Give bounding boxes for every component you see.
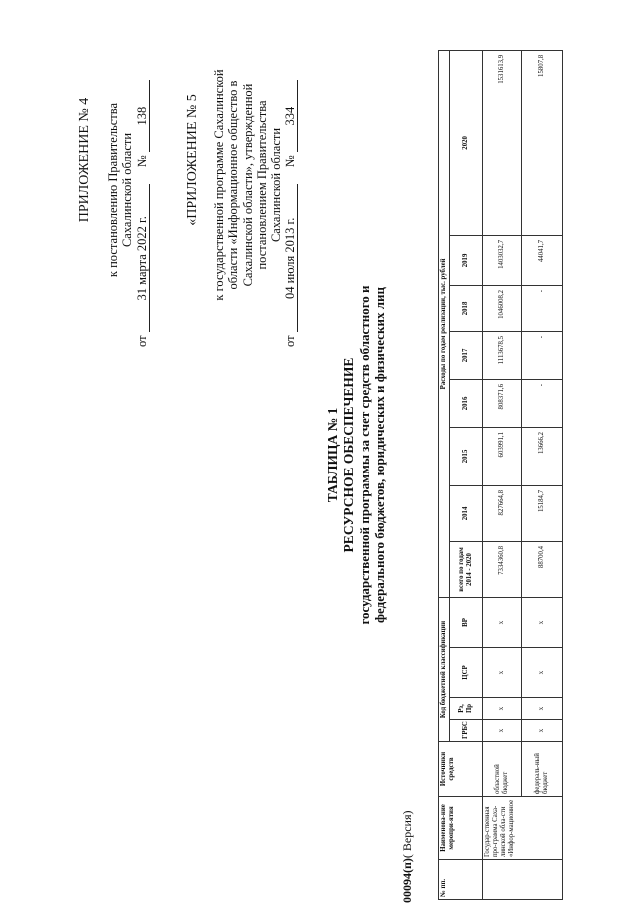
cell-num: [483, 860, 563, 900]
appendix5-num-label: №: [283, 155, 298, 168]
table-row: [483, 50, 522, 899]
appendix5-line3: Сахалинской области», утвержденной: [240, 83, 255, 287]
header-year-2019: 2019: [450, 235, 483, 285]
appendix5-date: 04 июля 2013 г.: [283, 184, 298, 332]
cell-2020: 15807,8: [522, 50, 563, 235]
document-code-version: ( Версия): [400, 810, 414, 859]
cell-rzpr: x: [483, 698, 522, 720]
header-year-2015: 2015: [450, 427, 483, 485]
appendix4-line2: Сахалинской области: [120, 132, 135, 248]
cell-vr: x: [483, 597, 522, 647]
header-csr: ЦСР: [450, 648, 483, 698]
header-expenses: Расходы по годам реализации, тыс. рублей: [439, 50, 450, 597]
cell-total: 7334360,8: [483, 541, 522, 597]
document-code: [400, 811, 415, 904]
cell-total: 88700,4: [522, 541, 563, 597]
cell-source: областной бюджет: [483, 742, 522, 797]
header-grbs: ГРБС: [450, 720, 483, 742]
cell-2020: 1531613,9: [483, 50, 522, 235]
document-code-number: 00094(п): [400, 858, 414, 903]
cell-2018: -: [522, 285, 563, 331]
appendix5-line1: к государственной программе Сахалинской: [212, 69, 227, 301]
header-year-2014: 2014: [450, 485, 483, 541]
cell-2019: 44041,7: [522, 235, 563, 285]
appendix4-line1: к постановлению Правительства: [106, 102, 121, 278]
cell-2017: 1113678,5: [483, 331, 522, 379]
cell-2019: 1403032,7: [483, 235, 522, 285]
appendix5-block: [186, 15, 298, 345]
appendix5-line5: Сахалинской области: [269, 127, 284, 243]
cell-2014: 827664,8: [483, 485, 522, 541]
resource-table-wrap: [438, 51, 563, 900]
cell-2016: 808371,6: [483, 379, 522, 427]
table-row: [522, 50, 563, 899]
cell-program-name: Государ-ственная про-грамма Саха-линской обла-сти «Инфор-мационное: [483, 797, 563, 860]
appendix5-title: «ПРИЛОЖЕНИЕ № 5: [185, 94, 200, 226]
header-vr: ВР: [450, 597, 483, 647]
table-title-block: [325, 175, 387, 735]
cell-grbs: x: [483, 720, 522, 742]
table-subheading-1: государственной программы за счет средств областного и: [357, 285, 372, 625]
header-source: Источники средств: [439, 742, 483, 797]
cell-2014: 15184,7: [522, 485, 563, 541]
appendix5-number: 334: [283, 80, 298, 152]
header-year-2018: 2018: [450, 285, 483, 331]
header-budget-code: Код бюджетной классификации: [439, 597, 450, 741]
appendix4-date: 31 марта 2022 г.: [135, 184, 150, 332]
appendix4-title: ПРИЛОЖЕНИЕ № 4: [77, 97, 92, 223]
table-subheading-2: федерального бюджетов, юридических и физических лиц: [372, 287, 387, 623]
appendix5-from-label: от: [283, 335, 298, 347]
cell-source: федераль-ный бюджет: [522, 742, 563, 797]
appendix4-block: [78, 15, 150, 345]
appendix4-date-line: [135, 15, 150, 347]
header-year-2017: 2017: [450, 331, 483, 379]
cell-csr: x: [483, 648, 522, 698]
appendix5-date-line: [283, 15, 298, 347]
appendix4-from-label: от: [134, 335, 149, 347]
cell-2018: 1046008,2: [483, 285, 522, 331]
header-rzpr: Рз, Пр: [450, 698, 483, 720]
header-name: Наименова-ние меропри-ятия: [439, 797, 483, 860]
header-total: всего по годам 2014 - 2020: [450, 541, 483, 597]
cell-csr: x: [522, 648, 563, 698]
appendix5-line2: области «Информационное общество в: [226, 80, 241, 290]
table-heading: РЕСУРСНОЕ ОБЕСПЕЧЕНИЕ: [341, 357, 356, 553]
appendix4-num-label: №: [134, 155, 149, 168]
table-number: ТАБЛИЦА № 1: [325, 407, 340, 503]
header-year-2016: 2016: [450, 379, 483, 427]
cell-2016: -: [522, 379, 563, 427]
header-year-2020: 2020: [450, 50, 483, 235]
cell-2015: 603991,1: [483, 427, 522, 485]
cell-grbs: x: [522, 720, 563, 742]
table-header-row-1: [439, 50, 450, 899]
appendix4-number: 138: [135, 80, 150, 152]
cell-vr: x: [522, 597, 563, 647]
cell-2017: -: [522, 331, 563, 379]
header-num: № пп.: [439, 860, 483, 900]
resource-table: [438, 50, 563, 900]
cell-rzpr: x: [522, 698, 563, 720]
appendix5-line4: постановлением Правительства: [254, 100, 269, 270]
cell-2015: 13666,2: [522, 427, 563, 485]
